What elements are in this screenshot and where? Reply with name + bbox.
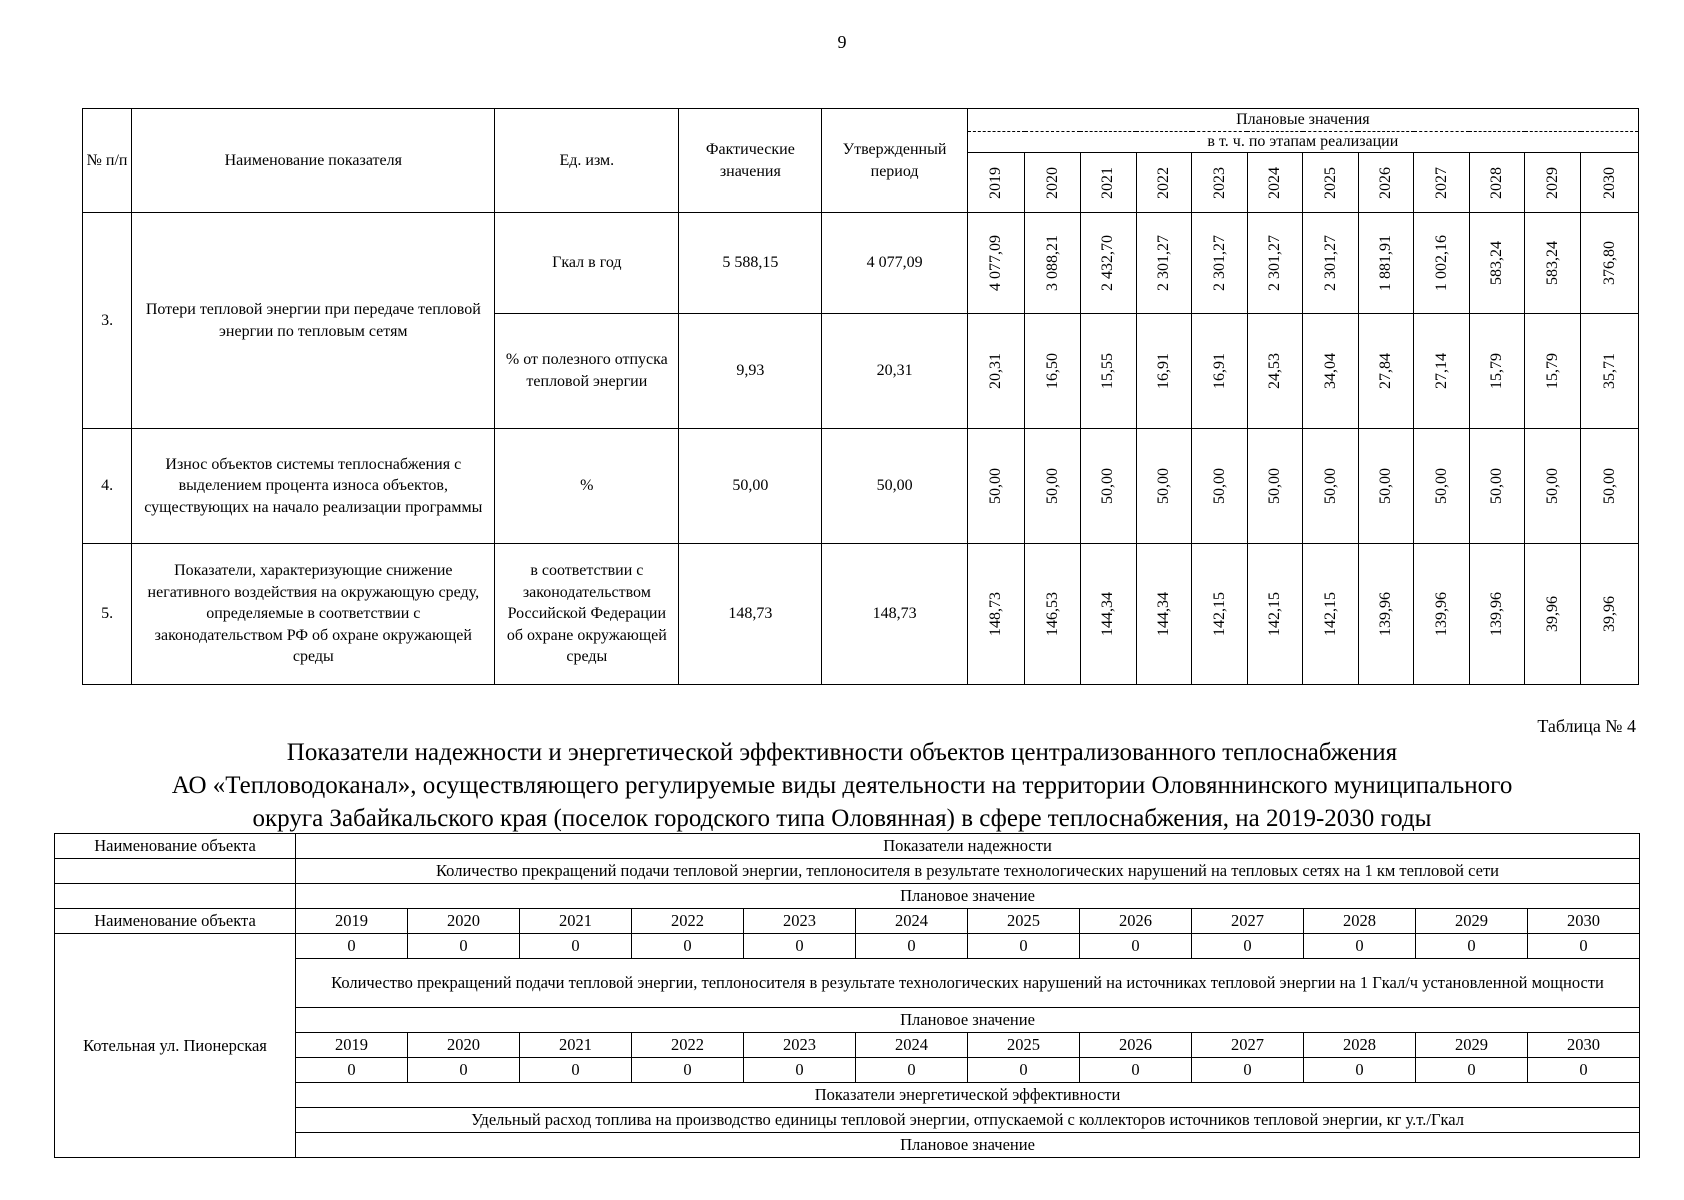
approved-value: 20,31 — [822, 314, 967, 429]
plan-value: 2 432,70 — [1099, 235, 1117, 291]
header-unit: Ед. изм. — [495, 109, 679, 213]
title-line: Показатели надежности и энергетической эффективности объектов централизованного теплоснабжения — [286, 739, 1398, 766]
value-cell: 0 — [1416, 934, 1528, 959]
unit-cell: % от полезного отпуска тепловой энергии — [495, 314, 679, 429]
year-header: 2024 — [1266, 166, 1284, 199]
value-cell: 0 — [1304, 934, 1416, 959]
plan-value: 3 088,21 — [1043, 235, 1061, 291]
plan-value: 27,14 — [1432, 353, 1450, 389]
plan-value: 16,91 — [1210, 353, 1228, 389]
plan-value: 50,00 — [1488, 468, 1506, 504]
plan-value: 1 002,16 — [1432, 235, 1450, 291]
title-line: АО «Тепловодоканал», осуществляющего регулируемые виды деятельности на территории Оловяннинского муниципального — [171, 772, 1513, 799]
year-cell: 2024 — [856, 1033, 968, 1058]
year-header: 2029 — [1543, 166, 1561, 199]
plan-value: 50,00 — [987, 468, 1005, 504]
table-row — [55, 934, 1640, 959]
unit-cell: Гкал в год — [495, 213, 679, 314]
plan-value: 50,00 — [1377, 468, 1395, 504]
reliability-header: Показатели надежности — [296, 834, 1640, 859]
plan-value: 50,00 — [1043, 468, 1061, 504]
plan-value: 142,15 — [1210, 592, 1228, 636]
year-cell: 2029 — [1416, 909, 1528, 934]
approved-value: 50,00 — [822, 429, 967, 544]
value-cell: 0 — [968, 934, 1080, 959]
year-cell: 2028 — [1304, 909, 1416, 934]
plan-value: 15,79 — [1543, 353, 1561, 389]
plan-value: 16,50 — [1043, 353, 1061, 389]
year-cell: 2030 — [1528, 1033, 1640, 1058]
plan-value: 50,00 — [1155, 468, 1173, 504]
year-cell: 2030 — [1528, 909, 1640, 934]
indicator-name: Износ объектов системы теплоснабжения с выделением процента износа объектов, существующих на начало реализации программы — [132, 429, 495, 544]
plan-value: 39,96 — [1543, 596, 1561, 632]
header-actual: Фактические значения — [679, 109, 822, 213]
indicator-name: Показатели, характеризующие снижение негативного воздействия на окружающую среду, определяемые в соответствии с законодательством РФ об охране окружающей среды — [132, 544, 495, 685]
plan-value: 142,15 — [1321, 592, 1339, 636]
value-cell: 0 — [296, 934, 408, 959]
plan-value: 24,53 — [1266, 353, 1284, 389]
fuel-indicator: Удельный расход топлива на производство единицы тепловой энергии, отпускаемой с коллекторов источников тепловой энергии, кг у.т./Гкал — [296, 1108, 1640, 1133]
efficiency-header: Показатели энергетической эффективности — [296, 1083, 1640, 1108]
table-row — [55, 884, 1640, 909]
value-cell: 0 — [1528, 934, 1640, 959]
table-title — [40, 736, 1644, 835]
actual-value: 50,00 — [679, 429, 822, 544]
plan-value: 139,96 — [1432, 592, 1450, 636]
year-cell: 2027 — [1192, 909, 1304, 934]
row-number: 5. — [83, 544, 132, 685]
plan-value: 2 301,27 — [1266, 235, 1284, 291]
year-cell: 2020 — [408, 1033, 520, 1058]
plan-value: 27,84 — [1377, 353, 1395, 389]
year-cell: 2022 — [632, 1033, 744, 1058]
year-header: 2020 — [1043, 166, 1061, 199]
year-cell: 2019 — [296, 1033, 408, 1058]
year-header: 2025 — [1321, 166, 1339, 199]
table-row — [83, 213, 1639, 314]
source-indicator: Количество прекращений подачи тепловой энергии, теплоносителя в результате технологических нарушений на источниках тепловой энергии на 1 Гкал/ч установленной мощности — [296, 959, 1640, 1008]
object-header: Наименование объекта — [55, 909, 296, 934]
year-cell: 2029 — [1416, 1033, 1528, 1058]
planned-value-label: Плановое значение — [296, 884, 1640, 909]
year-cell: 2028 — [1304, 1033, 1416, 1058]
actual-value: 148,73 — [679, 544, 822, 685]
unit-cell: в соответствии с законодательством Российской Федерации об охране окружающей среды — [495, 544, 679, 685]
year-header: 2021 — [1099, 166, 1117, 199]
plan-value: 50,00 — [1099, 468, 1117, 504]
plan-value: 583,24 — [1488, 241, 1506, 285]
value-cell: 0 — [408, 934, 520, 959]
plan-value: 50,00 — [1210, 468, 1228, 504]
value-cell: 0 — [1192, 1058, 1304, 1083]
year-cell: 2024 — [856, 909, 968, 934]
year-header: 2019 — [987, 166, 1005, 199]
indicator-name: Потери тепловой энергии при передаче тепловой энергии по тепловым сетям — [132, 213, 495, 429]
year-header: 2023 — [1210, 166, 1228, 199]
planned-value-label: Плановое значение — [296, 1008, 1640, 1033]
plan-value: 583,24 — [1543, 241, 1561, 285]
header-stages: в т. ч. по этапам реализации — [967, 132, 1638, 153]
year-cell: 2021 — [520, 1033, 632, 1058]
plan-value: 148,73 — [987, 592, 1005, 636]
year-cell: 2022 — [632, 909, 744, 934]
plan-value: 50,00 — [1543, 468, 1561, 504]
value-cell: 0 — [1192, 934, 1304, 959]
network-indicator: Количество прекращений подачи тепловой энергии, теплоносителя в результате технологических нарушений на тепловых сетях на 1 км тепловой сети — [296, 859, 1640, 884]
indicators-table — [82, 108, 1639, 685]
value-cell: 0 — [520, 934, 632, 959]
plan-value: 2 301,27 — [1321, 235, 1339, 291]
page-number: 9 — [837, 32, 847, 52]
header-approved: Утвержденный период — [822, 109, 967, 213]
value-cell: 0 — [1528, 1058, 1640, 1083]
reliability-table — [54, 833, 1640, 1158]
header-planned: Плановые значения — [967, 109, 1638, 132]
row-number: 3. — [83, 213, 132, 429]
year-cell: 2025 — [968, 909, 1080, 934]
approved-value: 148,73 — [822, 544, 967, 685]
actual-value: 9,93 — [679, 314, 822, 429]
value-cell: 0 — [296, 1058, 408, 1083]
year-cell: 2023 — [744, 909, 856, 934]
plan-value: 50,00 — [1600, 468, 1618, 504]
plan-value: 144,34 — [1099, 592, 1117, 636]
table-row — [83, 429, 1639, 544]
year-cell: 2021 — [520, 909, 632, 934]
value-cell: 0 — [744, 934, 856, 959]
year-header: 2027 — [1432, 166, 1450, 199]
unit-cell: % — [495, 429, 679, 544]
value-cell: 0 — [408, 1058, 520, 1083]
plan-value: 376,80 — [1600, 241, 1618, 285]
plan-value: 139,96 — [1377, 592, 1395, 636]
plan-value: 144,34 — [1155, 592, 1173, 636]
value-cell: 0 — [968, 1058, 1080, 1083]
plan-value: 142,15 — [1266, 592, 1284, 636]
value-cell: 0 — [856, 1058, 968, 1083]
plan-value: 34,04 — [1321, 353, 1339, 389]
year-header: 2030 — [1600, 166, 1618, 199]
value-cell: 0 — [632, 934, 744, 959]
year-cell: 2019 — [296, 909, 408, 934]
year-header: 2026 — [1377, 166, 1395, 199]
plan-value: 50,00 — [1321, 468, 1339, 504]
value-cell: 0 — [520, 1058, 632, 1083]
header-name: Наименование показателя — [132, 109, 495, 213]
value-cell: 0 — [744, 1058, 856, 1083]
object-header: Наименование объекта — [55, 834, 296, 859]
year-cell: 2026 — [1080, 909, 1192, 934]
plan-value: 146,53 — [1043, 592, 1061, 636]
year-header: 2022 — [1155, 166, 1173, 199]
actual-value: 5 588,15 — [679, 213, 822, 314]
year-cell: 2023 — [744, 1033, 856, 1058]
value-cell: 0 — [1080, 1058, 1192, 1083]
value-cell: 0 — [1080, 934, 1192, 959]
header-no: № п/п — [83, 109, 132, 213]
plan-value: 50,00 — [1432, 468, 1450, 504]
year-cell: 2025 — [968, 1033, 1080, 1058]
year-cell: 2027 — [1192, 1033, 1304, 1058]
approved-value: 4 077,09 — [822, 213, 967, 314]
value-cell: 0 — [632, 1058, 744, 1083]
plan-value: 139,96 — [1488, 592, 1506, 636]
title-line: округа Забайкальского края (поселок городского типа Оловянная) в сфере теплоснабжения, на 2019-2030 годы — [252, 805, 1432, 832]
plan-value: 2 301,27 — [1210, 235, 1228, 291]
plan-value: 4 077,09 — [987, 235, 1005, 291]
table-row — [55, 909, 1640, 934]
table-row — [55, 834, 1640, 859]
year-header: 2028 — [1488, 166, 1506, 199]
table-row — [83, 544, 1639, 685]
table-row — [55, 859, 1640, 884]
planned-value-label: Плановое значение — [296, 1133, 1640, 1158]
plan-value: 15,55 — [1099, 353, 1117, 389]
value-cell: 0 — [856, 934, 968, 959]
object-name: Котельная ул. Пионерская — [55, 934, 296, 1158]
value-cell: 0 — [1416, 1058, 1528, 1083]
year-cell: 2020 — [408, 909, 520, 934]
table-caption: Таблица № 4 — [1537, 716, 1636, 736]
plan-value: 35,71 — [1600, 353, 1618, 389]
row-number: 4. — [83, 429, 132, 544]
plan-value: 1 881,91 — [1377, 235, 1395, 291]
plan-value: 15,79 — [1488, 353, 1506, 389]
plan-value: 20,31 — [987, 353, 1005, 389]
plan-value: 16,91 — [1155, 353, 1173, 389]
year-cell: 2026 — [1080, 1033, 1192, 1058]
plan-value: 50,00 — [1266, 468, 1284, 504]
value-cell: 0 — [1304, 1058, 1416, 1083]
plan-value: 39,96 — [1600, 596, 1618, 632]
plan-value: 2 301,27 — [1155, 235, 1173, 291]
